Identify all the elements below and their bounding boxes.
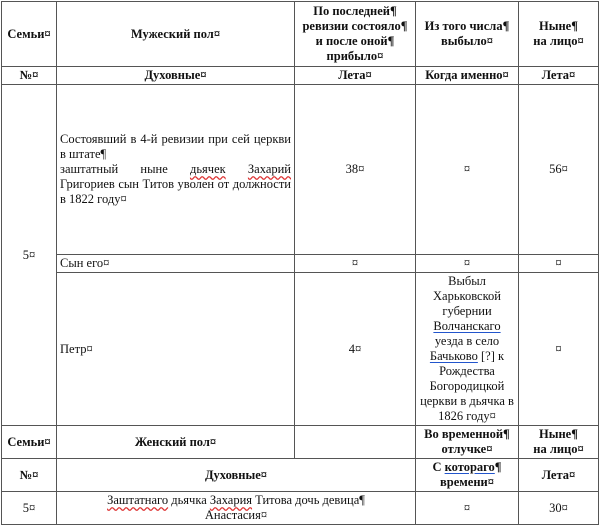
family-number-cell: 5¤: [2, 85, 57, 426]
text-span: С: [432, 460, 445, 474]
spellcheck-word: Захария: [209, 493, 253, 507]
spellcheck-word: Заштатнаго: [107, 493, 169, 507]
person-line: Состоявший в 4-й ревизии при сей церкви в штате¶: [60, 132, 291, 161]
number-subheader: №¤: [2, 459, 57, 492]
family-header: Семьи¤: [2, 2, 57, 67]
female-subheader-row: [2, 459, 599, 492]
text-span: Титова дочь девица¶ Анастасия¤: [204, 493, 365, 522]
person-description-cell: Сын его¤: [57, 255, 295, 273]
clergy-subheader: Духовные¤: [57, 67, 295, 85]
clergy-subheader: Духовные¤: [57, 459, 416, 492]
temp-absence-header: Во временной¶ отлучке¤: [416, 426, 519, 459]
table-row: [2, 273, 599, 426]
text-span: ¶ времени¤: [440, 460, 502, 489]
table-row: [2, 255, 599, 273]
present-now-header: Ныне¶ на лицо¤: [519, 2, 599, 67]
years-now-subheader: Лета¤: [519, 67, 599, 85]
text-span: Григориев сын Титов уволен от должности в 1822 году¤: [60, 177, 291, 206]
male-section-header: Мужеский пол¤: [57, 2, 295, 67]
male-header-row: [2, 2, 599, 67]
text-span: [226, 162, 248, 176]
departed-cell: [416, 273, 519, 426]
when-subheader: Когда именно¤: [416, 67, 519, 85]
departed-cell: ¤: [416, 85, 519, 255]
census-table: [1, 1, 599, 525]
spellcheck-word: котораго: [444, 460, 495, 474]
present-now-cell: 56¤: [519, 85, 599, 255]
text-span: Выбыл Харьковской губернии: [433, 274, 501, 318]
person-line: [60, 162, 291, 207]
present-now-cell: ¤: [519, 273, 599, 426]
last-revision-header: По последней¶ ревизии состояло¶ и после оной¶ прибыло¤: [295, 2, 416, 67]
person-description-cell: Петр¤: [57, 273, 295, 426]
person-description-cell: [57, 85, 295, 255]
since-when-subheader: [416, 459, 519, 492]
years-cell: 38¤: [295, 85, 416, 255]
spellcheck-word: Волчанскаго: [433, 319, 501, 333]
table-row: [2, 492, 599, 525]
text-span: дьячка: [168, 493, 210, 507]
table-row: [2, 85, 599, 255]
number-subheader: №¤: [2, 67, 57, 85]
text-span: [?] к Рождества Богородицкой церкви в дьячка в 1826 году¤: [420, 349, 514, 423]
empty-cell: [295, 426, 416, 459]
present-now-header: Ныне¶ на лицо¤: [519, 426, 599, 459]
departed-cell: ¤: [416, 255, 519, 273]
family-number-cell: 5¤: [2, 492, 57, 525]
female-header-row: [2, 426, 599, 459]
male-subheader-row: [2, 67, 599, 85]
person-description-cell: [57, 492, 416, 525]
temp-absence-cell: ¤: [416, 492, 519, 525]
text-span: уезда в село: [434, 334, 500, 348]
text-span: заштатный ныне: [60, 162, 190, 176]
family-header: Семьи¤: [2, 426, 57, 459]
present-now-cell: 30¤: [519, 492, 599, 525]
years-cell: 4¤: [295, 273, 416, 426]
spellcheck-word: Бачьково: [429, 349, 478, 363]
years-subheader: Лета¤: [295, 67, 416, 85]
female-section-header: Женский пол¤: [57, 426, 295, 459]
years-subheader: Лета¤: [519, 459, 599, 492]
departed-header: Из того числа¶ выбыло¤: [416, 2, 519, 67]
years-cell: ¤: [295, 255, 416, 273]
spellcheck-word: Захарий: [247, 162, 291, 176]
present-now-cell: ¤: [519, 255, 599, 273]
spellcheck-word: дьячек: [189, 162, 226, 176]
